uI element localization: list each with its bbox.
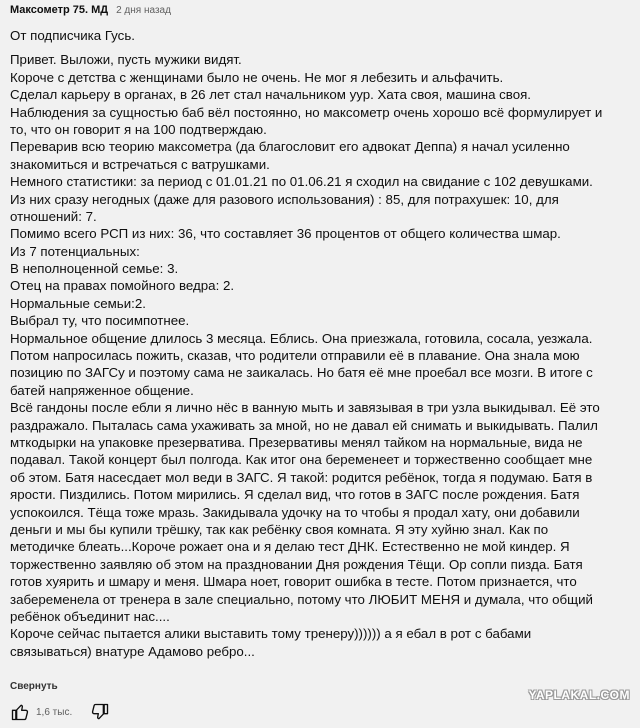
comment [10, 4, 636, 660]
comment-line: Нормальные семьи:2. [10, 295, 146, 311]
comment-line: Из 7 потенциальных: [10, 243, 140, 259]
comment-line: связываться) внатуре Адамово ребро... [10, 643, 255, 659]
comment-line: забеременела от тренера в зале специально, потому что ЛЮБИТ МЕНЯ и думала, что общий [10, 591, 593, 607]
comment-line: Выбрал ту, что посимпотнее. [10, 313, 190, 329]
comment-line: то, что он говорит я на 100 подтверждаю. [10, 121, 267, 137]
comment-line: Наблюдения за сущностью баб вёл постоянно, но максометр очень хорошо всё формулирует и [10, 104, 603, 120]
comment-actions [10, 702, 110, 722]
comment-line: позицию по ЗАГСу и поэтому сама не заикалась. Но батя её мне проебал все мозги. В итоге с [10, 365, 593, 381]
comment-line: Нормальное общение длилось 3 месяца. Еблись. Она приезжала, готовила, сосала, уезжала. [10, 330, 593, 346]
comment-line: торжественно заявляю об этом на праздновании Дня рождения Тёщи. Ор сопли пизда. Батя [10, 556, 583, 572]
comment-line: деньги и мы бы купили трёшку, так как ребёнку своя комната. Я эту хуйню знал. Как по [10, 521, 549, 537]
site-watermark: YAPLAKAL.COM [528, 688, 630, 702]
comment-header [10, 4, 636, 22]
comment-line: В неполноценной семье: 3. [10, 261, 179, 277]
comment-line: мткодырки на упаковке презерватива. Презервативы менял тайком на нормальные, вида не [10, 434, 583, 450]
author-name[interactable]: Максометр 75. МД [10, 4, 109, 16]
comment-line: подавал. Такой концерт был полгода. Как итог она беременеет и торжественно сообщает мне [10, 452, 593, 468]
comment-line: Из них сразу негодных (даже для разового использования) : 85, для потрахушек: 10, для [10, 191, 559, 207]
comment-line: Потом напросилась пожить, сказав, что родители отправили её в плавание. Она знала мою [10, 348, 580, 364]
comment-body [10, 27, 636, 660]
comment-line: успокоился. Тёща тоже мразь. Закидывала удочку на то чтобы я продал хату, они добавили [10, 504, 580, 520]
thumbs-down-icon[interactable] [90, 702, 110, 722]
comment-line: Короче с детства с женщинами было не очень. Не мог я лебезить и альфачить. [10, 69, 504, 85]
comment-line: ярости. Пиздились. Потом мирились. Я сделал вид, что готов в ЗАГС после рождения. Батя [10, 487, 580, 503]
comment-line: Переварив всю теорию максометра (да благословит его адвокат Деппа) я начал усиленно [10, 139, 570, 155]
comment-line: Короче сейчас пытается алики выставить тому тренеру)))))) а я ебал в рот с бабами [10, 626, 532, 642]
comment-line: готов хуярить и шмару и меня. Шмара ноет, говорит ошибка в тесте. Потом признается, что [10, 574, 577, 590]
comment-line: знакомиться и встречаться с ватрушками. [10, 156, 270, 172]
comment-line: методичке блеать...Короче рожает она и я делаю тест ДНК. Естественно не мой киндер. Я [10, 539, 570, 555]
comment-line: Немного статистики: за период с 01.01.21 по 01.06.21 я сходил на свидание с 102 девушками. [10, 174, 593, 190]
collapse-button[interactable]: Свернуть [10, 681, 58, 692]
comment-line: Отец на правах помойного ведра: 2. [10, 278, 235, 294]
comment-line: Всё гандоны после ебли я лично нёс в ванную мыть и завязывая в три узла выкидывал. Её это [10, 400, 600, 416]
comment-line: отношений: 7. [10, 208, 97, 224]
comment-line: раздражало. Пыталась сама ухаживать за мной, но не давал ей снимать и выкидывать. Палил [10, 417, 598, 433]
comment-line: Помимо всего РСП из них: 36, что составляет 36 процентов от общего количества шмар. [10, 226, 561, 242]
comment-line: об этом. Батя насесдает мол веди в ЗАГС. Я такой: родится ребёнок, тогда я подумаю. Батя в [10, 469, 593, 485]
comment-line: батей напряженное общение. [10, 382, 194, 398]
thumbs-up-icon[interactable] [10, 702, 30, 722]
comment-time[interactable]: 2 дня назад [116, 5, 171, 16]
like-count: 1,6 тыс. [36, 706, 73, 718]
comment-line: Привет. Выложи, пусть мужики видят. [10, 52, 242, 68]
comment-line: От подписчика Гусь. [10, 28, 135, 43]
comment-line: Сделал карьеру в органах, в 26 лет стал начальником уур. Хата своя, машина своя. [10, 87, 532, 103]
comment-line: ребёнок объединит нас.... [10, 608, 170, 624]
paragraph-gap [10, 44, 636, 51]
